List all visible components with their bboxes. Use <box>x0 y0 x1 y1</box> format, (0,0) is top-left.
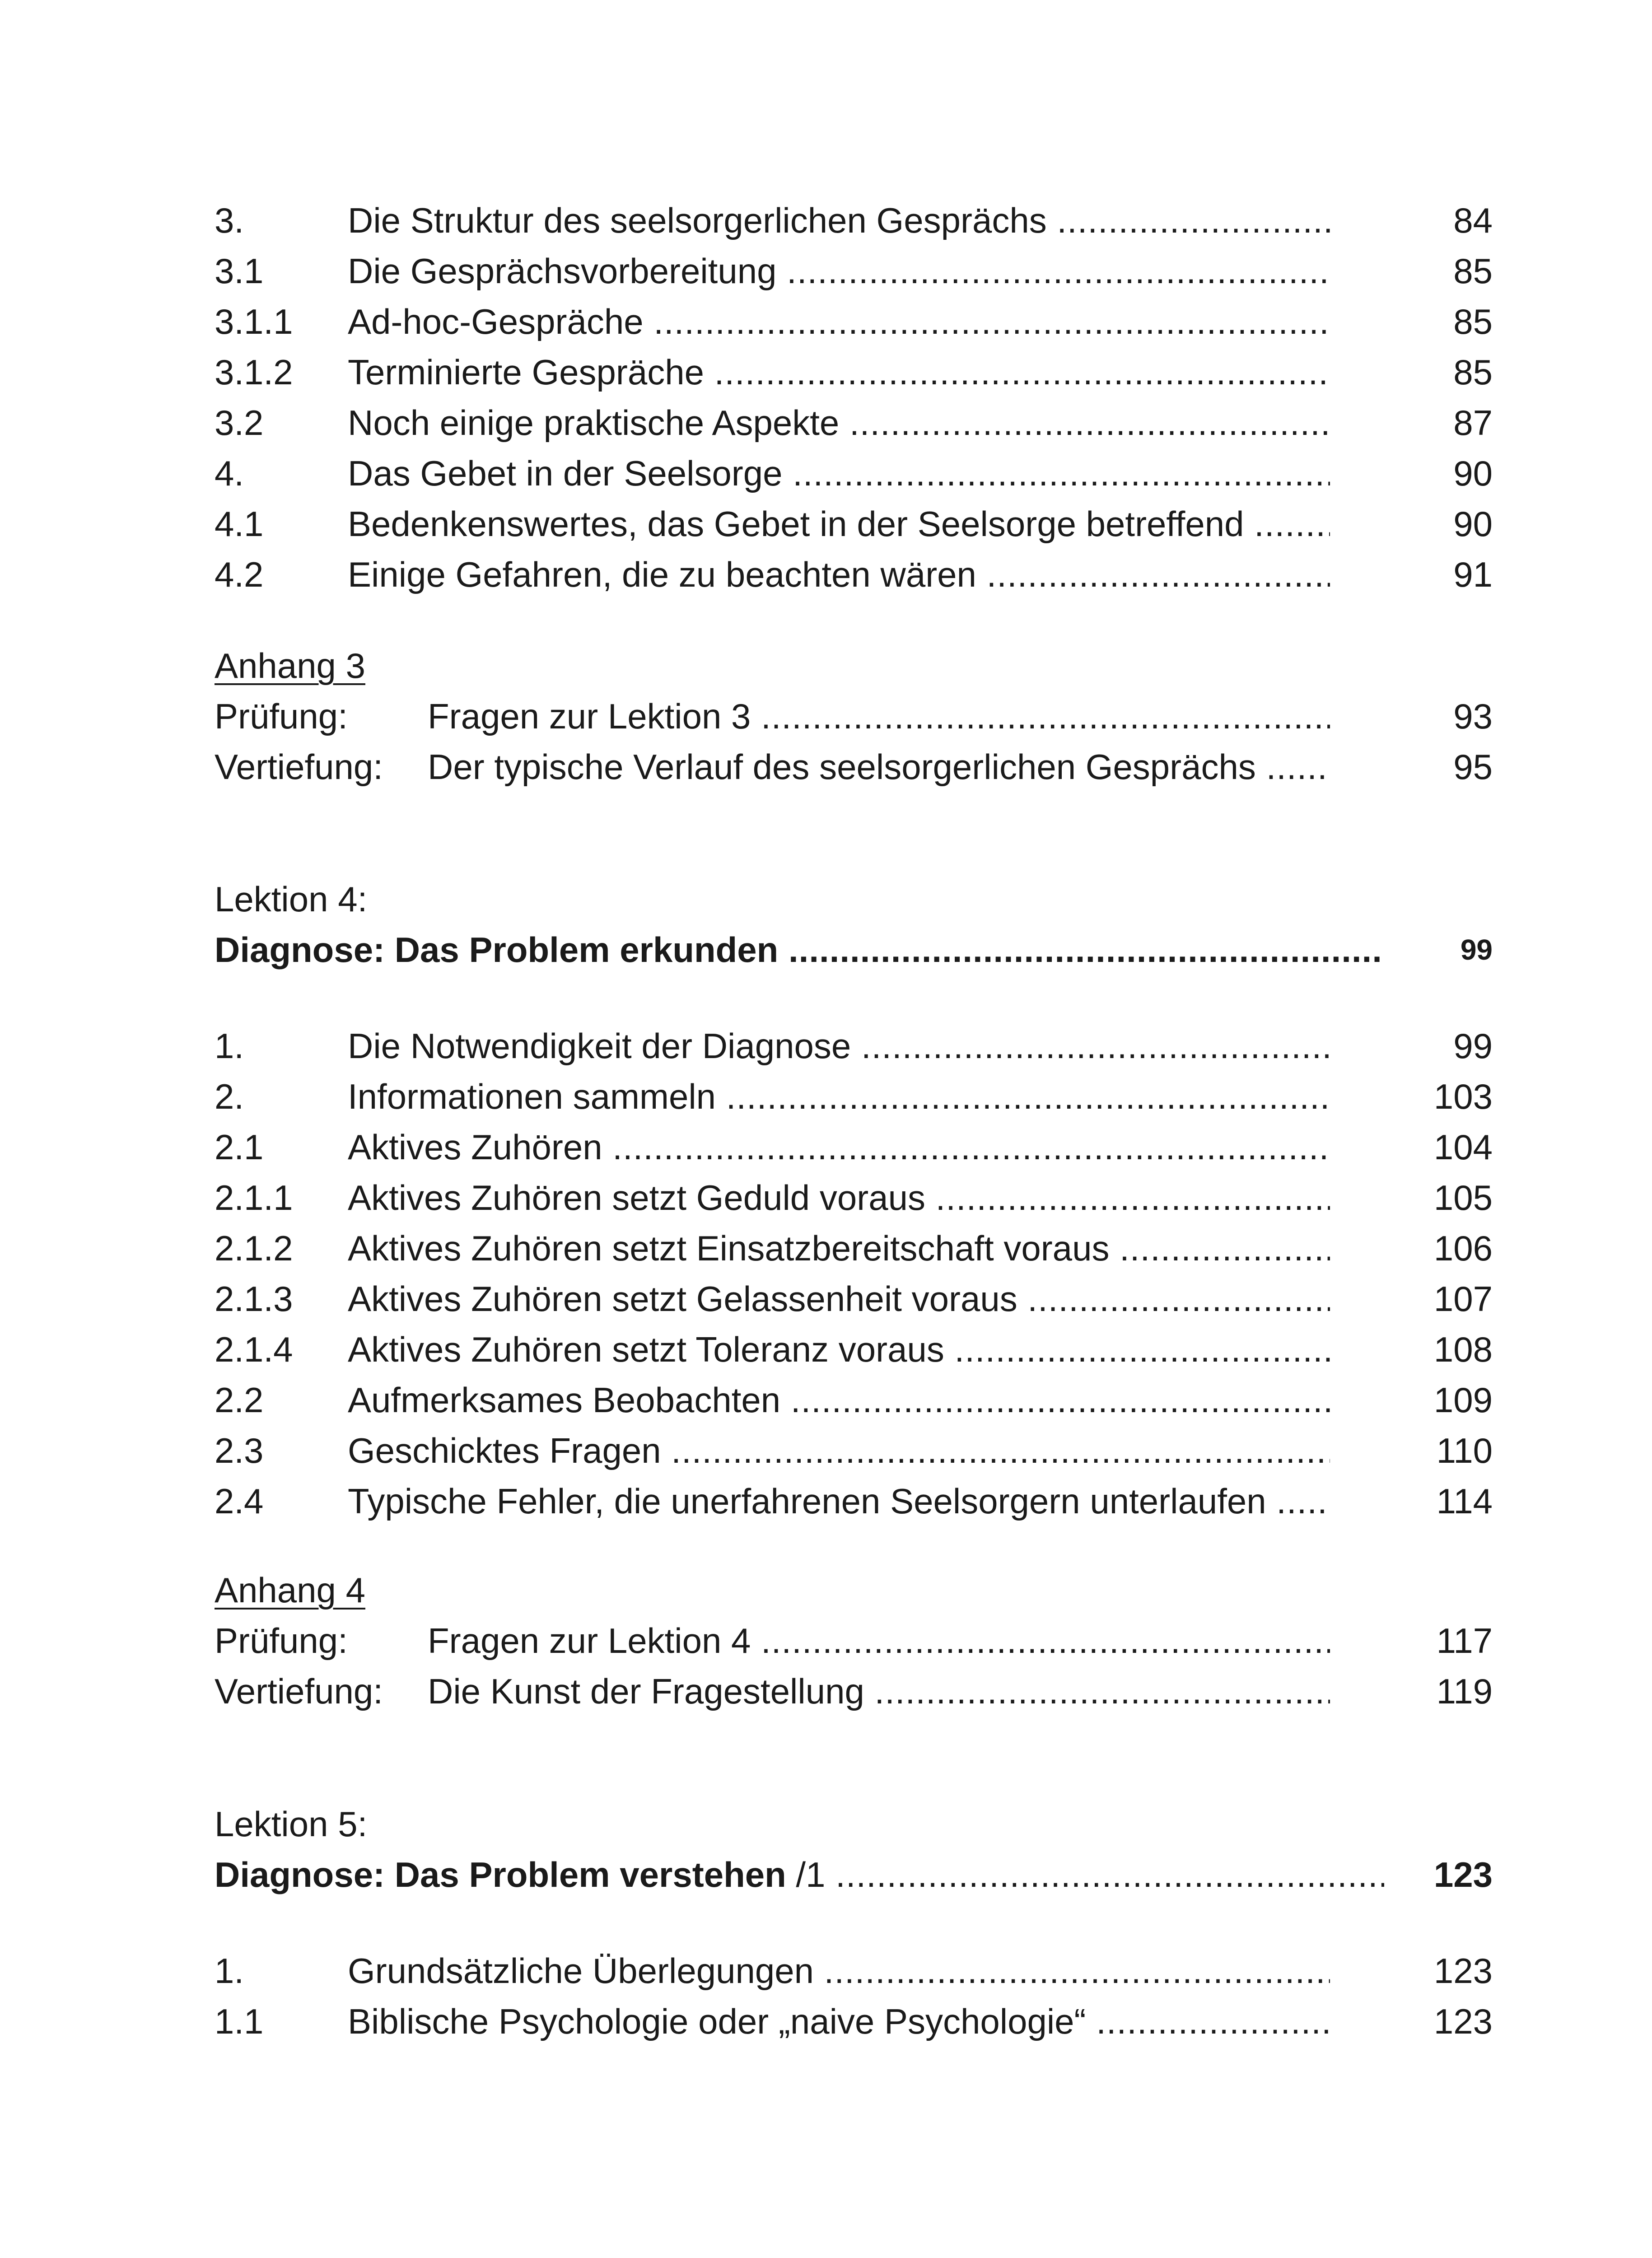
entry-number: 2.1.2 <box>215 1228 293 1268</box>
appendix-entry <box>215 1666 1493 1717</box>
entry-title: Die Notwendigkeit der Diagnose ..... <box>348 1021 1330 1071</box>
entry-title: Aktives Zuhören setzt Einsatzbereitschaft voraus ..... <box>348 1223 1330 1274</box>
entry-number: 2.2 <box>215 1380 264 1420</box>
appendix-entry-label: Vertiefung: <box>215 747 383 787</box>
entry-page: 87 <box>1453 403 1493 443</box>
entry-page: 103 <box>1433 1077 1493 1116</box>
entry-page: 104 <box>1433 1127 1493 1167</box>
appendix-entry-title: Fragen zur Lektion 4 ..... <box>428 1615 1330 1666</box>
entry-page: 107 <box>1433 1279 1493 1319</box>
entry-title: Aktives Zuhören ..... <box>348 1122 1330 1172</box>
toc-entry <box>215 1223 1493 1274</box>
entry-number: 2.1.1 <box>215 1178 293 1218</box>
appendix-entry <box>215 691 1493 742</box>
entry-number: 1.1 <box>215 2001 264 2041</box>
entry-page: 114 <box>1436 1481 1493 1521</box>
entry-page: 85 <box>1453 251 1493 291</box>
entry-title: Grundsätzliche Überlegungen ..... <box>348 1945 1330 1996</box>
entry-title: Die Struktur des seelsorgerlichen Gesprächs ..... <box>348 195 1330 246</box>
entry-number: 2. <box>215 1077 244 1116</box>
toc-entry <box>215 1425 1493 1476</box>
toc-entry <box>215 499 1493 549</box>
appendix-entry-title: Der typische Verlauf des seelsorgerlichen Gesprächs ..... <box>428 742 1330 792</box>
entry-page: 85 <box>1453 352 1493 392</box>
lesson-title-row <box>215 1849 1493 1900</box>
entry-page: 84 <box>1453 201 1493 240</box>
toc-entry <box>215 549 1493 600</box>
entry-number: 2.4 <box>215 1481 264 1521</box>
entry-title: Typische Fehler, die unerfahrenen Seelsorgern unterlaufen ..... <box>348 1476 1330 1526</box>
entry-number: 2.3 <box>215 1431 264 1470</box>
entry-page: 99 <box>1453 1026 1493 1066</box>
entry-page: 106 <box>1433 1228 1493 1268</box>
appendix-entry-label: Prüfung: <box>215 696 348 736</box>
entry-page: 123 <box>1433 1951 1493 1991</box>
entry-number: 2.1.4 <box>215 1330 293 1369</box>
entry-title: Ad-hoc-Gespräche ..... <box>348 296 1330 347</box>
entry-number: 4. <box>215 453 244 493</box>
lesson-title-row <box>215 924 1493 975</box>
entry-title: Aktives Zuhören setzt Toleranz voraus ..... <box>348 1324 1330 1375</box>
entry-number: 2.1 <box>215 1127 264 1167</box>
entry-page: 108 <box>1433 1330 1493 1369</box>
entry-title: Noch einige praktische Aspekte ..... <box>348 397 1330 448</box>
entry-page: 123 <box>1433 2001 1493 2041</box>
entry-page: 110 <box>1436 1431 1493 1470</box>
toc-entry <box>215 1945 1493 1996</box>
lesson-label: Lektion 5: <box>215 1804 368 1844</box>
appendix-entry-page: 95 <box>1453 747 1493 787</box>
entry-title: Die Gesprächsvorbereitung ..... <box>348 246 1330 296</box>
lesson-page: 99 <box>1460 933 1493 966</box>
lesson-page: 123 <box>1433 1855 1493 1894</box>
entry-page: 90 <box>1453 504 1493 544</box>
appendix-entry-label: Vertiefung: <box>215 1671 383 1711</box>
entry-title: Geschicktes Fragen ..... <box>348 1425 1330 1476</box>
entry-number: 3.1 <box>215 251 264 291</box>
appendix-entry-title: Die Kunst der Fragestellung ..... <box>428 1666 1330 1717</box>
appendix-entry-page: 119 <box>1436 1671 1493 1711</box>
entry-page: 90 <box>1453 453 1493 493</box>
entry-title: Informationen sammeln ..... <box>348 1071 1330 1122</box>
toc-entry <box>215 296 1493 347</box>
lesson-title-bold: Diagnose: Das Problem verstehen <box>215 1855 786 1894</box>
toc-entry <box>215 1172 1493 1223</box>
toc-entry <box>215 1071 1493 1122</box>
appendix-entry-page: 93 <box>1453 696 1493 736</box>
entry-title: Aktives Zuhören setzt Gelassenheit voraus ..... <box>348 1274 1330 1324</box>
toc-entry <box>215 1122 1493 1172</box>
appendix-entry-page: 117 <box>1436 1621 1493 1661</box>
entry-title: Das Gebet in der Seelsorge ..... <box>348 448 1330 499</box>
entry-title: Biblische Psychologie oder „naive Psychologie“ ..... <box>348 1996 1330 2047</box>
toc-entry <box>215 1375 1493 1425</box>
entry-page: 85 <box>1453 302 1493 341</box>
entry-title: Terminierte Gespräche ..... <box>348 347 1330 397</box>
toc-entry <box>215 448 1493 499</box>
appendix-entry-title: Fragen zur Lektion 3 ..... <box>428 691 1330 742</box>
lesson-title <box>215 1849 1384 1900</box>
entry-number: 1. <box>215 1026 244 1066</box>
entry-number: 3.1.1 <box>215 302 293 341</box>
appendix-entry <box>215 1615 1493 1666</box>
entry-title: Bedenkenswertes, das Gebet in der Seelsorge betreffend ..... <box>348 499 1330 549</box>
entry-number: 3. <box>215 201 244 240</box>
entry-number: 1. <box>215 1951 244 1991</box>
toc-entry <box>215 1274 1493 1324</box>
entry-page: 105 <box>1433 1178 1493 1218</box>
entry-number: 3.1.2 <box>215 352 293 392</box>
toc-entry <box>215 1324 1493 1375</box>
entry-title: Aufmerksames Beobachten ..... <box>348 1375 1330 1425</box>
lesson-label: Lektion 4: <box>215 879 368 919</box>
toc-entry <box>215 1996 1493 2047</box>
lesson-title-suffix: /1 <box>786 1855 826 1894</box>
toc-entry <box>215 195 1493 246</box>
toc-entry <box>215 246 1493 296</box>
entry-number: 3.2 <box>215 403 264 443</box>
entry-page: 91 <box>1453 555 1493 594</box>
entry-title: Einige Gefahren, die zu beachten wären ..... <box>348 549 1330 600</box>
appendix-entry <box>215 742 1493 792</box>
toc-entry <box>215 397 1493 448</box>
appendix-heading: Anhang 4 <box>215 1570 365 1610</box>
toc-entry <box>215 1021 1493 1071</box>
entry-number: 4.1 <box>215 504 264 544</box>
appendix-entry-label: Prüfung: <box>215 1621 348 1661</box>
entry-number: 4.2 <box>215 555 264 594</box>
toc-entry <box>215 347 1493 397</box>
entry-number: 2.1.3 <box>215 1279 293 1319</box>
entry-title: Aktives Zuhören setzt Geduld voraus ..... <box>348 1172 1330 1223</box>
entry-page: 109 <box>1433 1380 1493 1420</box>
lesson-title: Diagnose: Das Problem erkunden ..... <box>215 924 1384 975</box>
appendix-heading: Anhang 3 <box>215 646 365 686</box>
toc-entry <box>215 1476 1493 1526</box>
